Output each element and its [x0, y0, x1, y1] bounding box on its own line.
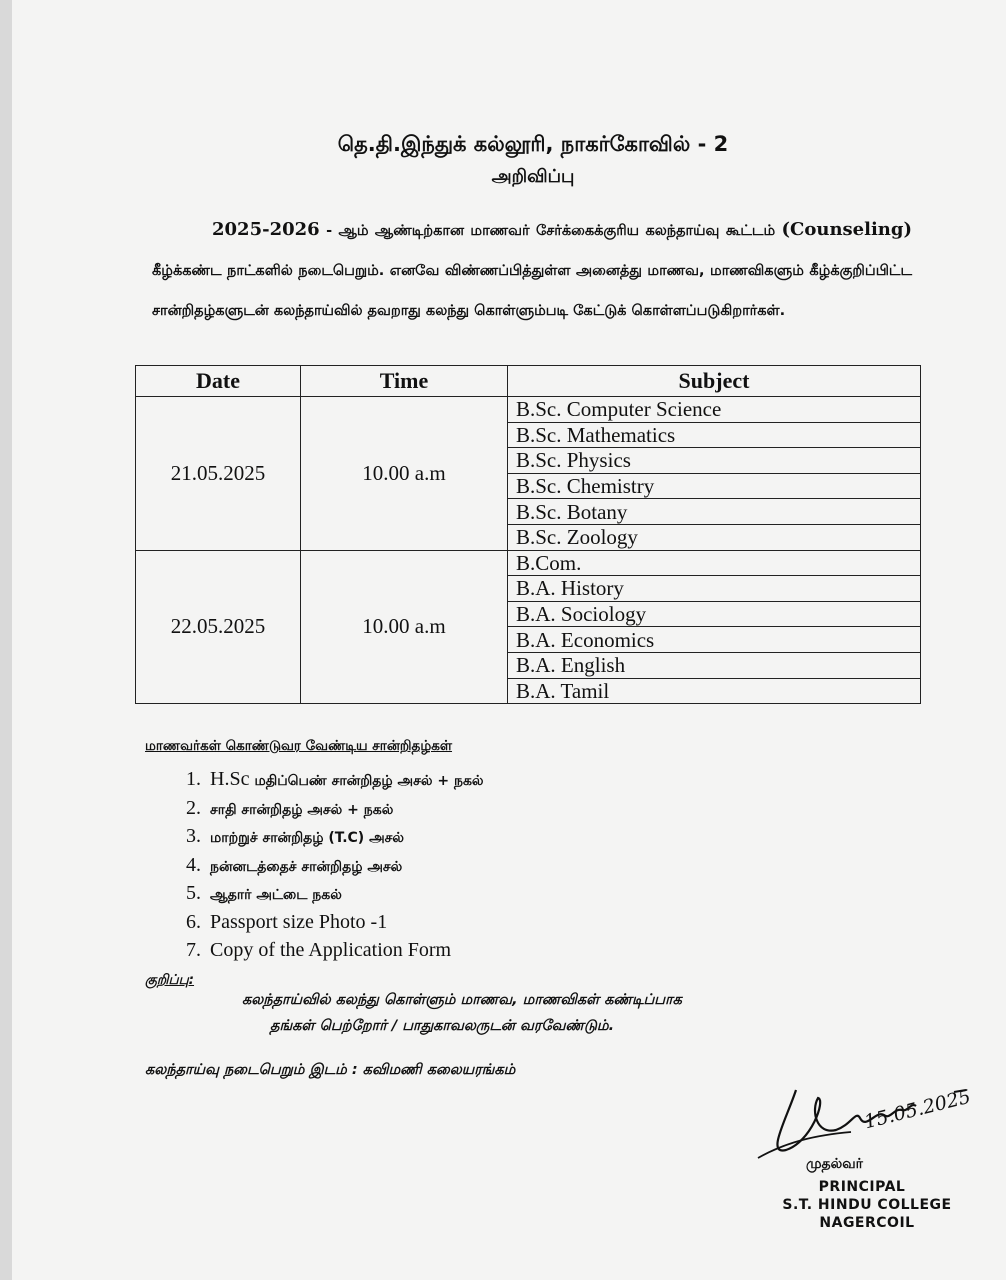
date-cell: 21.05.2025 — [136, 397, 301, 551]
principal-stamp — [782, 1178, 952, 1232]
stamp-line: NAGERCOIL — [819, 1215, 915, 1231]
stamp-line: PRINCIPAL — [818, 1179, 906, 1195]
subject-cell: B.Sc. Physics — [508, 448, 921, 474]
subject-cell: B.A. English — [508, 652, 921, 678]
subject-cell: B.A. Sociology — [508, 601, 921, 627]
list-item — [206, 795, 484, 824]
time-cell: 10.00 a.m — [301, 397, 508, 551]
notice-title: அறிவிப்பு — [491, 166, 575, 187]
subject-cell: B.A. Economics — [508, 627, 921, 653]
counseling-word: (Counseling) — [781, 219, 912, 240]
venue-text: கலந்தாய்வு நடைபெறும் இடம் : கவிமணி கலையரங்கம் — [145, 1062, 516, 1078]
table-row — [136, 397, 921, 423]
item-ta: நன்னடத்தைச் சான்றிதழ் அசல் — [210, 858, 403, 875]
table-row — [136, 550, 921, 576]
item-ta: சாதி சான்றிதழ் அசல் + நகல் — [210, 801, 394, 818]
schedule-table — [135, 365, 921, 704]
subject-cell: B.A. History — [508, 576, 921, 602]
list-item — [206, 852, 484, 881]
list-item — [206, 766, 484, 795]
header-subject: Subject — [508, 366, 921, 397]
intro-text-b: கீழ்க்கண்ட நாட்களில் நடைபெறும். எனவே விண்ணப்பித்துள்ள அனைத்து மாணவ, மாணவிகளும் கீழ்க்குறிப்பிட்ட சான்றிதழ்களுடன் கலந்தாய்வில் தவறாது கலந்து கொள்ளும்படி கேட்டுக் கொள்ளப்படுகிறார்கள். — [152, 263, 912, 319]
item-en: Passport size Photo -1 — [210, 910, 388, 933]
item-en: H.Sc — [210, 768, 255, 790]
time-cell: 10.00 a.m — [301, 550, 508, 704]
item-ta: மாற்றுச் சான்றிதழ் (T.C) அசல் — [210, 830, 405, 846]
subject-cell: B.Sc. Mathematics — [508, 422, 921, 448]
subject-cell: B.Sc. Chemistry — [508, 473, 921, 499]
list-item — [206, 909, 484, 938]
list-item — [206, 937, 484, 966]
signature-date: 15.05.2025 — [862, 1085, 973, 1134]
header-date: Date — [136, 366, 301, 397]
subject-cell: B.Sc. Zoology — [508, 524, 921, 550]
note-line-1: கலந்தாய்வில் கலந்து கொள்ளும் மாணவ, மாணவிகள் கண்டிப்பாக — [242, 992, 682, 1008]
intro-paragraph — [152, 210, 912, 331]
item-en: Copy of the Application Form — [210, 939, 452, 961]
subject-cell: B.Com. — [508, 550, 921, 576]
note-line-2: தங்கள் பெற்றோர் / பாதுகாவலருடன் வரவேண்டும். — [270, 1018, 615, 1034]
list-item — [206, 823, 484, 852]
stamp-line: S.T. HINDU COLLEGE — [782, 1197, 952, 1213]
list-item — [206, 880, 484, 909]
intro-text-a: - ஆம் ஆண்டிற்கான மாணவர் சேர்க்கைக்குரிய கலந்தாய்வு கூட்டம் — [319, 223, 782, 239]
subject-cell: B.Sc. Botany — [508, 499, 921, 525]
table-header-row — [136, 366, 921, 397]
date-cell: 22.05.2025 — [136, 550, 301, 704]
academic-year: 2025-2026 — [212, 219, 320, 240]
header-time: Time — [301, 366, 508, 397]
documents-heading: மாணவர்கள் கொண்டுவர வேண்டிய சான்றிதழ்கள் — [145, 738, 453, 754]
note-heading: குறிப்பு: — [145, 972, 195, 988]
documents-list — [150, 766, 484, 966]
signatory-title: முதல்வர் — [806, 1156, 863, 1172]
subject-cell: B.A. Tamil — [508, 678, 921, 704]
item-ta: ஆதார் அட்டை நகல் — [210, 887, 342, 903]
college-title: தெ.தி.இந்துக் கல்லூரி, நாகர்கோவில் - 2 — [337, 132, 729, 156]
subject-cell: B.Sc. Computer Science — [508, 397, 921, 423]
item-ta: மதிப்பெண் சான்றிதழ் அசல் + நகல் — [254, 773, 484, 789]
